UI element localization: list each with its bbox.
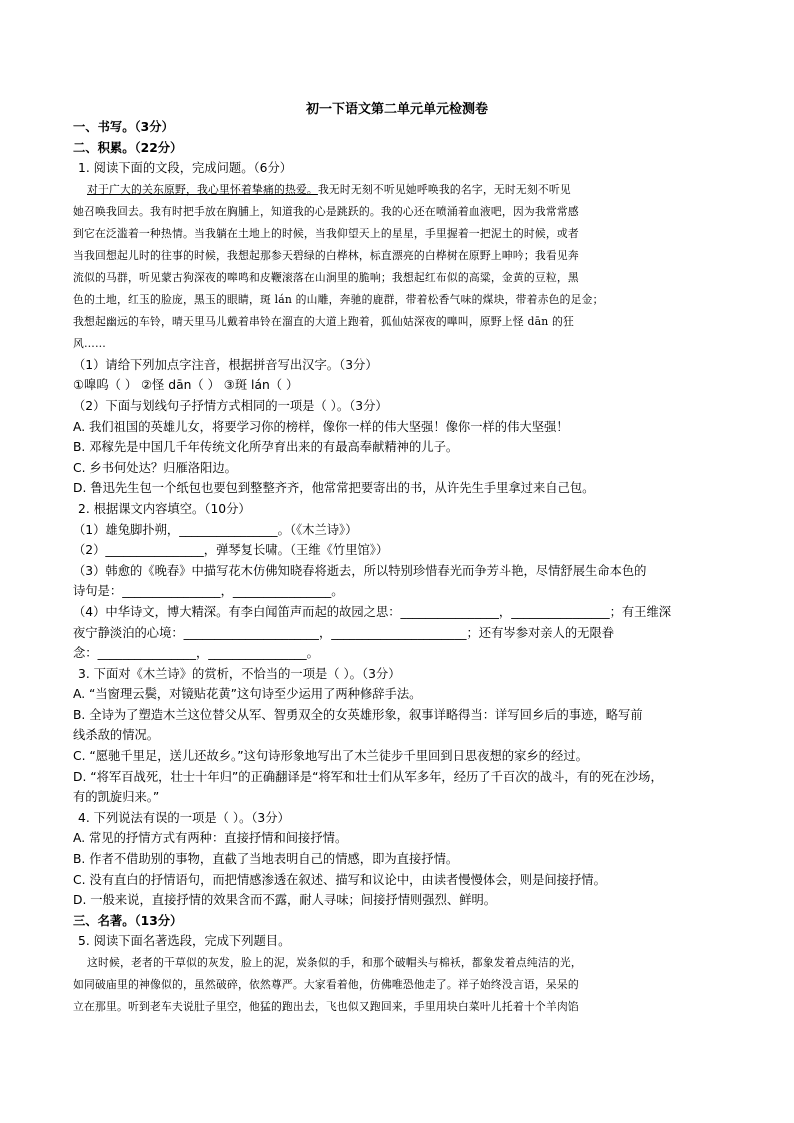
passage-line: 立在那里。听到老车夫说肚子里空，他猛的跑出去，飞也似又跑回来，手里用块白菜叶儿托着十个羊肉馅 — [73, 1000, 579, 1013]
pinyin-blanks: ①嘷呜（ ） ②怪 dān（ ） ③斑 lán（ ） — [73, 378, 299, 393]
option-d: D. 鲁迅先生包一个纸包也要包到整整齐齐，他常常把要寄出的书，从许先生手里拿过来自己包。 — [73, 481, 595, 496]
option-b: B. 全诗为了塑造木兰这位替父从军、智勇双全的女英雄形象，叙事详略得当：详写回乡后的事迹，略写前 — [73, 707, 643, 722]
option-d-cont: 有的凯旋归来。” — [73, 790, 160, 805]
passage-line: 色的土地，红玉的脸庞，黑玉的眼睛，斑 lán 的山雕，奔驰的鹿群，带着松香气味的煤块，带着赤色的足金； — [73, 292, 604, 306]
question-1-prompt: 1. 阅读下面的文段，完成问题。（6分） — [78, 161, 293, 176]
option-b: B. 作者不借助别的事物，直截了当地表明自己的情感，即为直接抒情。 — [73, 852, 459, 867]
option-a: A. 我们祖国的英雄儿女，将要学习你的榜样，像你一样的伟大坚强！像你一样的伟大坚强！ — [73, 419, 569, 434]
passage-camel-xiangzi — [73, 952, 725, 1018]
option-a: A. “当窗理云鬓，对镜贴花黄”这句诗至少运用了两种修辞手法。 — [73, 687, 422, 702]
passage-line: 她召唤我回去。我有时把手放在胸脯上，知道我的心是跳跃的。我的心还在喷涌着血液吧，因为我常常感 — [73, 204, 579, 218]
question-1-2: （2）下面与划线句子抒情方式相同的一项是（ ）。（3分） — [73, 398, 388, 413]
option-c: C. “愿驰千里足，送儿还故乡。”这句诗形象地写出了木兰徒步千里回到日思夜想的家乡的经过。 — [73, 749, 588, 764]
option-d: D. 一般来说，直接抒情的效果含而不露，耐人寻味；间接抒情则强烈、鲜明。 — [73, 893, 497, 908]
exam-content — [73, 117, 725, 1018]
question-4-prompt: 4. 下列说法有误的一项是（ ）。（3分） — [78, 810, 290, 825]
question-2-3-cont: 诗句是：________________，________________。 — [73, 584, 344, 599]
section-heading-classics: 三、名著。（13分） — [73, 913, 183, 928]
passage-line: 如同破庙里的神像似的，虽然破碎，依然尊严。大家看着他，仿佛唯恐他走了。祥子始终没言语，呆呆的 — [73, 978, 579, 991]
question-2-3: （3）韩愈的《晚春》中描写花木仿佛知晓春将逝去，所以特别珍惜春光而争芳斗艳，尽情舒展生命本色的 — [73, 563, 647, 578]
question-2-4: （4）中华诗文，博大精深。有李白闻笛声而起的故园之思：________________，________________；有王维深 — [73, 604, 672, 619]
underlined-sentence: 对于广大的关东原野，我心里怀着挚痛的热爱。 — [87, 182, 318, 196]
passage-line: 当我回想起儿时的往事的时候，我想起那参天碧绿的白桦林，标直漂亮的白桦树在原野上呻吟；我看见奔 — [73, 248, 579, 262]
passage-line: 风…… — [73, 336, 106, 350]
section-heading-writing: 一、书写。（3分） — [73, 120, 174, 134]
question-1-1: （1）请给下列加点字注音，根据拼音写出汉字。（3分） — [73, 357, 378, 372]
section-heading-accumulation: 二、积累。（22分） — [73, 140, 183, 155]
question-2-2: （2）________________，弹琴复长啸。（王维《竹里馆》） — [73, 543, 389, 558]
option-b: B. 邓稼先是中国几千年传统文化所孕育出来的有最高奉献精神的儿子。 — [73, 440, 459, 455]
option-d: D. “将军百战死，壮士十年归”的正确翻译是“将军和壮士们从军多年，经历了千百次的战斗，有的死在沙场， — [73, 769, 663, 784]
passage-line: 我想起幽远的车铃，晴天里马儿戴着串铃在溜直的大道上跑着，狐仙姑深夜的嘷叫，原野上怪 dān 的狂 — [73, 314, 575, 328]
passage-line: 流似的马群，听见蒙古狗深夜的嗥鸣和皮鞭滚落在山涧里的脆响；我想起红布似的高粱，金黄的豆粒，黑 — [73, 270, 579, 284]
passage-line — [73, 179, 725, 201]
question-2-4-end: 念：________________，________________。 — [73, 646, 319, 661]
question-2-4-cont: 夜宁静淡泊的心境：______________________，______________________；还有岑参对亲人的无限眷 — [73, 625, 615, 640]
question-5-prompt: 5. 阅读下面名著选段，完成下列题目。 — [78, 934, 291, 949]
passage-text: 我无时无刻不听见她呼唤我的名字，无时无刻不听见 — [317, 182, 571, 196]
question-2-1: （1）雄兔脚扑朔，________________。（《木兰诗》） — [73, 522, 358, 537]
page-title: 初一下语文第二单元单元检测卷 — [305, 102, 488, 117]
option-c: C. 没有直白的抒情语句，而把情感渗透在叙述、描写和议论中，由读者慢慢体会，则是间接抒情。 — [73, 872, 606, 887]
option-a: A. 常见的抒情方式有两种：直接抒情和间接抒情。 — [73, 831, 348, 846]
question-3-prompt: 3. 下面对《木兰诗》的赏析，不恰当的一项是（ ）。（3分） — [78, 666, 401, 681]
passage-line: 到它在泛滥着一种热情。当我躺在土地上的时候，当我仰望天上的星星，手里握着一把泥土的时候，或者 — [73, 226, 579, 240]
passage-line: 这时候，老者的干草似的灰发，脸上的泥，炭条似的手，和那个破帽头与棉袄，都象发着点纯洁的光， — [87, 956, 582, 969]
option-b-cont: 线杀敌的情况。 — [73, 728, 160, 743]
passage-guandong — [73, 179, 725, 355]
option-c: C. 乡书何处达？归雁洛阳边。 — [73, 460, 237, 475]
question-2-prompt: 2. 根据课文内容填空。（10分） — [78, 501, 251, 516]
